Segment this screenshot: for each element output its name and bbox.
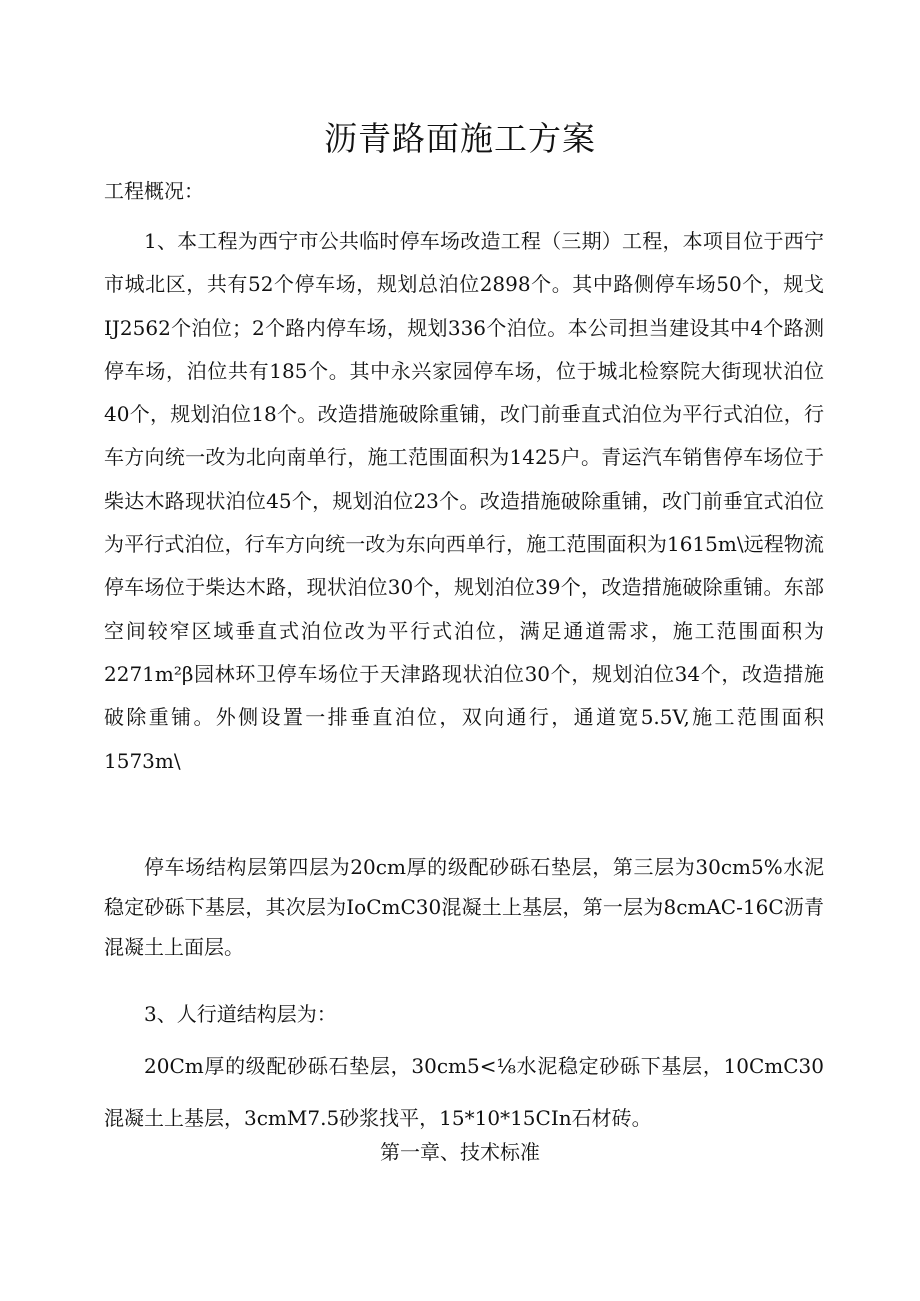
- sidewalk-heading-block: [104, 994, 824, 1034]
- overview-heading: 工程概况：: [104, 179, 204, 203]
- parking-structure-block: [104, 847, 824, 967]
- document-title: 沥青路面施工方案: [324, 119, 596, 158]
- parking-structure-paragraph: 停车场结构层第四层为20cm厚的级配砂砾石垫层，第三层为30cm5%水泥稳定砂砾下基层，其次层为IoCmC30混凝土上基层，第一层为8cmAC-16C沥青混凝土上面层。: [104, 855, 824, 959]
- project-description-paragraph: 1、本工程为西宁市公共临时停车场改造工程（三期）工程，本项目位于西宁市城北区，共有52个停车场，规划总泊位2898个。其中路侧停车场50个，规戈IJ2562个泊位；2个路内停车场，规划336个泊位。本公司担当建设其中4个路测停车场，泊位共有185个。其中永兴家园停车场，位于城北检察院大街现状泊位40个，规划泊位18个。改造措施破除重铺，改门前垂直式泊位为平行式泊位，行车方向统一改为北向南单行，施工范围面积为1425户。青运汽车销售停车场位于柴达木路现状泊位45个，规划泊位23个。改造措施破除重铺，改门前垂宜式泊位为平行式泊位，行车方向统一改为东向西单行，施工范围面积为1615m\远程物流停车场位于柴达木路，现状泊位30个，规划泊位39个，改造措施破除重铺。东部空间较窄区域垂直式泊位改为平行式泊位，满足通道需求，施工范围面积为2271m²β园林环卫停车场位于天津路现状泊位30个，规划泊位34个，改造措施破除重铺。外侧设置一排垂直泊位，双向通行，通道宽5.5V,施工范围面积1573m\: [104, 229, 824, 773]
- sidewalk-structure-heading: 3、人行道结构层为：: [144, 1002, 337, 1026]
- sidewalk-structure-paragraph: 20Cm厚的级配砂砾石垫层，30cm5<⅛水泥稳定砂砾下基层，10CmC30混凝土上基层，3cmM7.5砂浆找平，15*10*15CIn石材砖。: [104, 1054, 824, 1130]
- project-description-block: [104, 220, 824, 783]
- sidewalk-structure-block: [104, 1040, 824, 1144]
- chapter-heading: 第一章、技术标准: [380, 1140, 540, 1164]
